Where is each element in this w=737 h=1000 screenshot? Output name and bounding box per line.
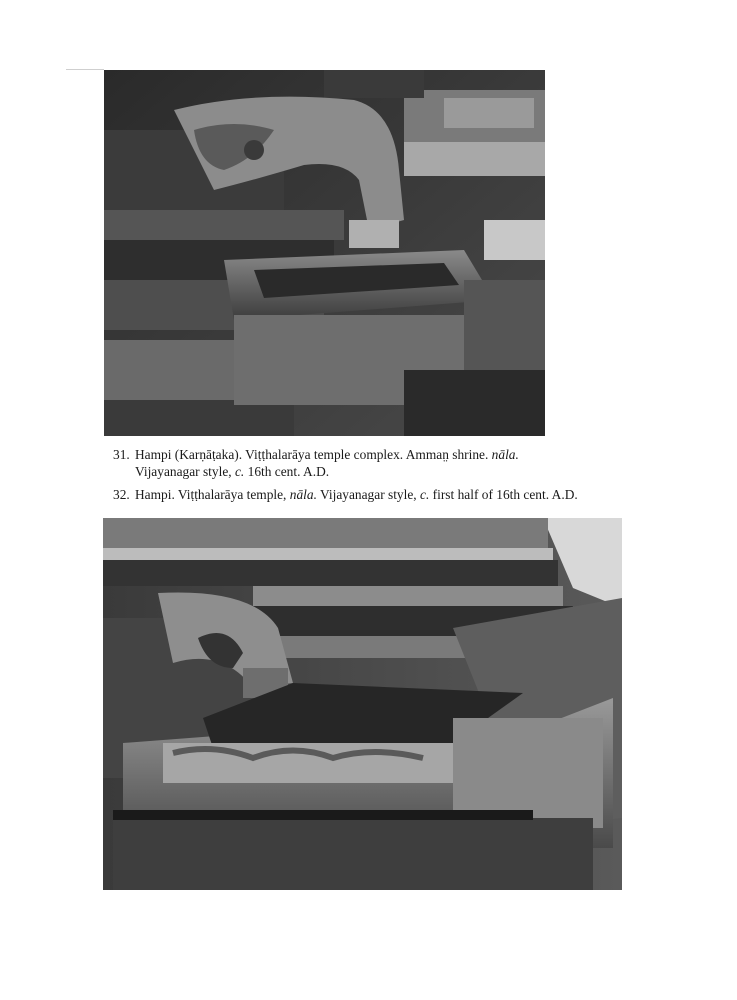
caption-32-circa: c. — [420, 487, 430, 502]
caption-32-date: first half of 16th cent. A.D. — [432, 487, 578, 502]
photo-32-image — [103, 518, 622, 890]
photo-plate-32 — [103, 518, 622, 890]
caption-31-text: Hampi (Karṇāṭaka). Viṭṭhalarāya temple complex. Amman̤ shrine. — [135, 447, 489, 462]
caption-32-term: nāla. — [289, 487, 317, 502]
caption-32-number: 32. — [113, 487, 130, 502]
caption-32 — [113, 486, 633, 503]
caption-32-style: Vijayanagar style, — [320, 487, 417, 502]
caption-31-style: Vijayanagar style, — [135, 464, 232, 479]
page-edge-rule — [66, 69, 104, 70]
caption-31-term: nāla. — [491, 447, 519, 462]
caption-31 — [113, 446, 633, 480]
photo-31-image — [104, 70, 545, 436]
caption-31-number: 31. — [113, 447, 130, 462]
caption-31-date: 16th cent. A.D. — [247, 464, 330, 479]
photo-plate-31 — [104, 70, 545, 436]
figure-captions — [113, 446, 633, 503]
caption-31-circa: c. — [234, 464, 245, 479]
caption-32-text: Hampi. Viṭṭhalarāya temple, — [135, 487, 287, 502]
